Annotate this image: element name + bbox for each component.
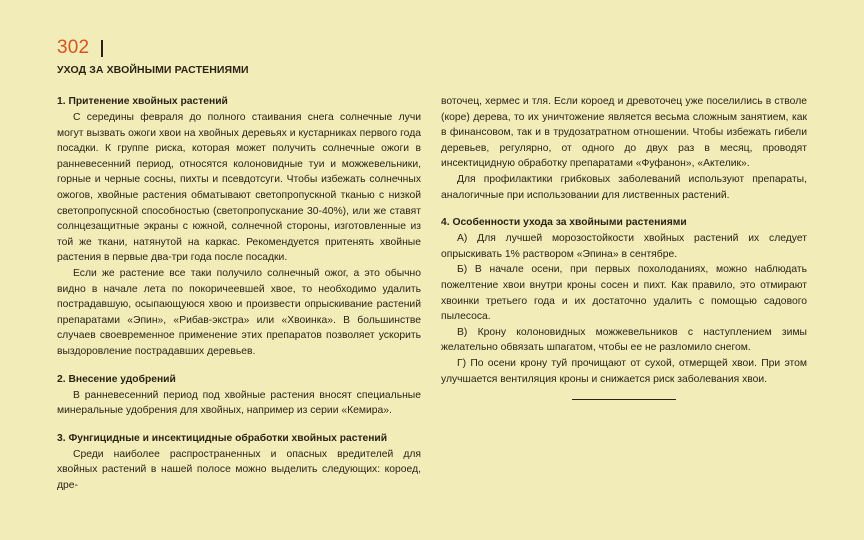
section-heading-fertilizer: 2. Внесение удобрений	[57, 373, 176, 385]
paragraph-treatments-start: Среди наиболее распространенных и опасных вредителей для хвойных растений в нашей полосе можно выделить следующих: короед, дре-	[57, 448, 421, 491]
page-header	[57, 36, 103, 60]
care-item-a: А) Для лучшей морозостойкости хвойных растений их следует опрыскивать 1% раствором «Эпина» в сентябре.	[441, 233, 807, 260]
care-item-b: Б) В начале осени, при первых похолоданиях, можно наблюдать пожелтение хвои внутри кроны сосен и пихт. Как правило, это отмирают хвоинки третьего года и их достаточно удалить с помощью садового пылесоса.	[441, 264, 807, 323]
care-item-c: В) Крону колоновидных можжевельников с наступлением зимы желательно обвязать шпагатом, чтобы ее не разломило снегом.	[441, 326, 807, 354]
paragraph-treatments-continued: воточец, хермес и тля. Если короед и древоточец уже поселились в стволе (коре) дерева, то их уничтожение является весьма сложным занятием, как в финансовом, так и в трудозатратном отношении. Чтобы избежать гибели деревьев, регулярно, от одного до двух раз в месяц, проводят инсектицидную обработку препаратами «Фуфанон», «Актелик».	[441, 96, 807, 170]
chapter-title: УХОД ЗА ХВОЙНЫМИ РАСТЕНИЯМИ	[57, 64, 249, 76]
paragraph-shading-1: С середины февраля до полного стаивания снега солнечные лучи могут вызвать ожоги хвои на хвойных деревьях и кустарниках первого года посадки. К группе риска, которая может получить солнечные ожоги в ранневесенний период, относятся колоновидные туи и можжевельники, горные и черные сосны, пихты и псевдотсуги. Чтобы избежать солнечных ожогов, хвойные растения обматывают светопропускной тканью с низкой светопропускной способностью (светопропускание 30-40%), или же ставят солнцезащитные экраны с южной, солнечной стороны, изготовленные из той же ткани, натянутой на каркас. Рекомендуется притенять хвойные растения в первые два-три года после посадки.	[57, 112, 421, 264]
paragraph-fungal-prevention: Для профилактики грибковых заболеваний используют препараты, аналогичные при использовании для лиственных растений.	[441, 173, 807, 201]
page-number: 302	[57, 37, 90, 58]
left-column	[57, 94, 421, 493]
section-heading-treatments: 3. Фунгицидные и инсектицидные обработки хвойных растений	[57, 432, 388, 444]
section-heading-care-features: 4. Особенности ухода за хвойными растениями	[441, 217, 687, 229]
end-rule	[572, 399, 676, 400]
paragraph-fertilizer: В ранневесенний период под хвойные растения вносят специальные минеральные удобрения для хвойных, например из серии «Кемира».	[57, 389, 421, 417]
header-divider	[101, 40, 103, 57]
care-item-d: Г) По осени крону туй прочищают от сухой, отмерщей хвои. При этом улучшается вентиляция кроны и снижается риск заболевания хвои.	[441, 357, 807, 385]
paragraph-shading-2: Если же растение все таки получило солнечный ожог, а это обычно видно в начале лета по покоричеевшей хвое, то необходимо удалить пострадавшую, осыпающуюся хвою и произвести опрыскивание растений препаратами «Эпин», «Рибав-экстра» или «Хвоинка». В большинстве случаев своевременное применение этих препаратов позволяет ускорить выздоровление пострадавших деревьев.	[57, 267, 421, 357]
section-heading-shading: 1. Притенение хвойных растений	[57, 96, 228, 107]
right-column	[441, 94, 807, 400]
